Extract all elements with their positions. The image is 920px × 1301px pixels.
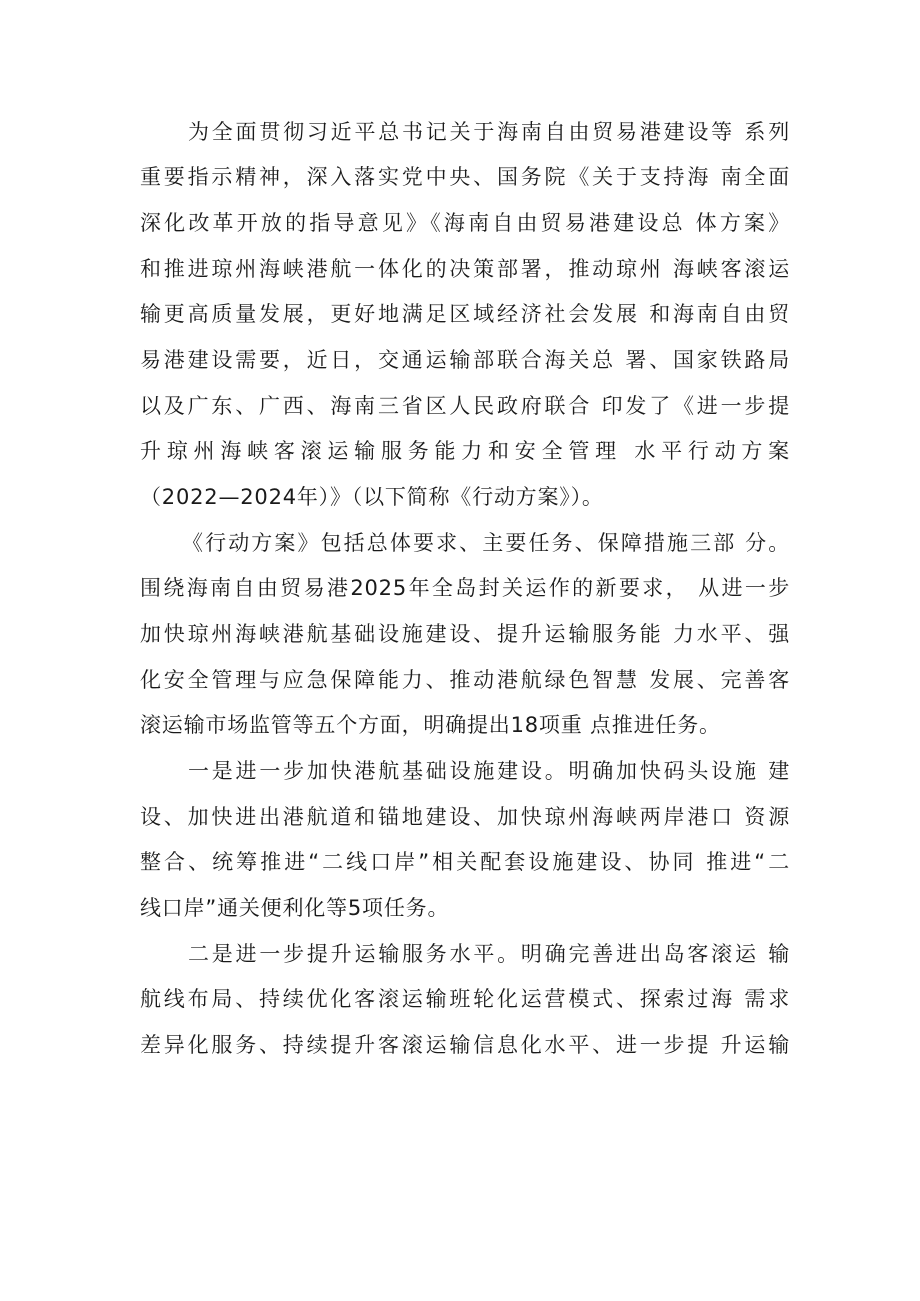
paragraph-1-line-1: 为全面贯彻习近平总书记关于海南自由贸易港建设等 系列 [188, 120, 790, 144]
paragraph-2-line-3: 加快琼州海峡港航基础设施建设、提升运输服务能 力水平、强 [140, 622, 790, 646]
paragraph-2-line-5: 滚运输市场监管等五个方面，明确提出18项重 点推进任务。 [140, 713, 721, 737]
paragraph-1-line-5: 输更高质量发展，更好地满足区域经济社会发展 和海南自由贸 [140, 302, 790, 326]
paragraph-3-line-2: 设、加快进出港航道和锚地建设、加快琼州海峡两岸港口 资源 [140, 805, 790, 829]
paragraph-1-line-6: 易港建设需要，近日，交通运输部联合海关总 署、国家铁路局 [140, 348, 790, 372]
paragraph-1-line-8: 升琼州海峡客滚运输服务能力和安全管理 水平行动方案 [140, 439, 790, 463]
paragraph-4-line-2: 航线布局、持续优化客滚运输班轮化运营模式、探索过海 需求 [140, 987, 790, 1011]
paragraph-1-line-4: 和推进琼州海峡港航一体化的决策部署，推动琼州 海峡客滚运 [140, 257, 790, 281]
paragraph-1-line-7: 以及广东、广西、海南三省区人民政府联合 印发了《进一步提 [140, 394, 790, 418]
paragraph-1-line-9: （2022—2024年）》（以下简称《行动方案》）。 [140, 485, 604, 509]
paragraph-4-line-1: 二是进一步提升运输服务水平。明确完善进出岛客滚运 输 [188, 942, 790, 966]
paragraph-3-line-4: 线口岸”通关便利化等5项任务。 [140, 896, 450, 920]
paragraph-1-line-3: 深化改革开放的指导意见》《海南自由贸易港建设总 体方案》 [140, 211, 790, 235]
paragraph-2-line-1: 《行动方案》包括总体要求、主要任务、保障措施三部 分。 [182, 531, 790, 555]
paragraph-4-line-3: 差异化服务、持续提升客滚运输信息化水平、进一步提 升运输 [140, 1033, 790, 1057]
paragraph-3-line-3: 整合、统筹推进“二线口岸”相关配套设施建设、协同 推进“二 [140, 850, 790, 874]
paragraph-2-line-2: 围绕海南自由贸易港2025年全岛封关运作的新要求， 从进一步 [140, 576, 790, 600]
paragraph-1-line-2: 重要指示精神，深入落实党中央、国务院《关于支持海 南全面 [140, 165, 790, 189]
paragraph-2-line-4: 化安全管理与应急保障能力、推动港航绿色智慧 发展、完善客 [140, 668, 790, 692]
paragraph-3-line-1: 一是进一步加快港航基础设施建设。明确加快码头设施 建 [188, 759, 790, 783]
